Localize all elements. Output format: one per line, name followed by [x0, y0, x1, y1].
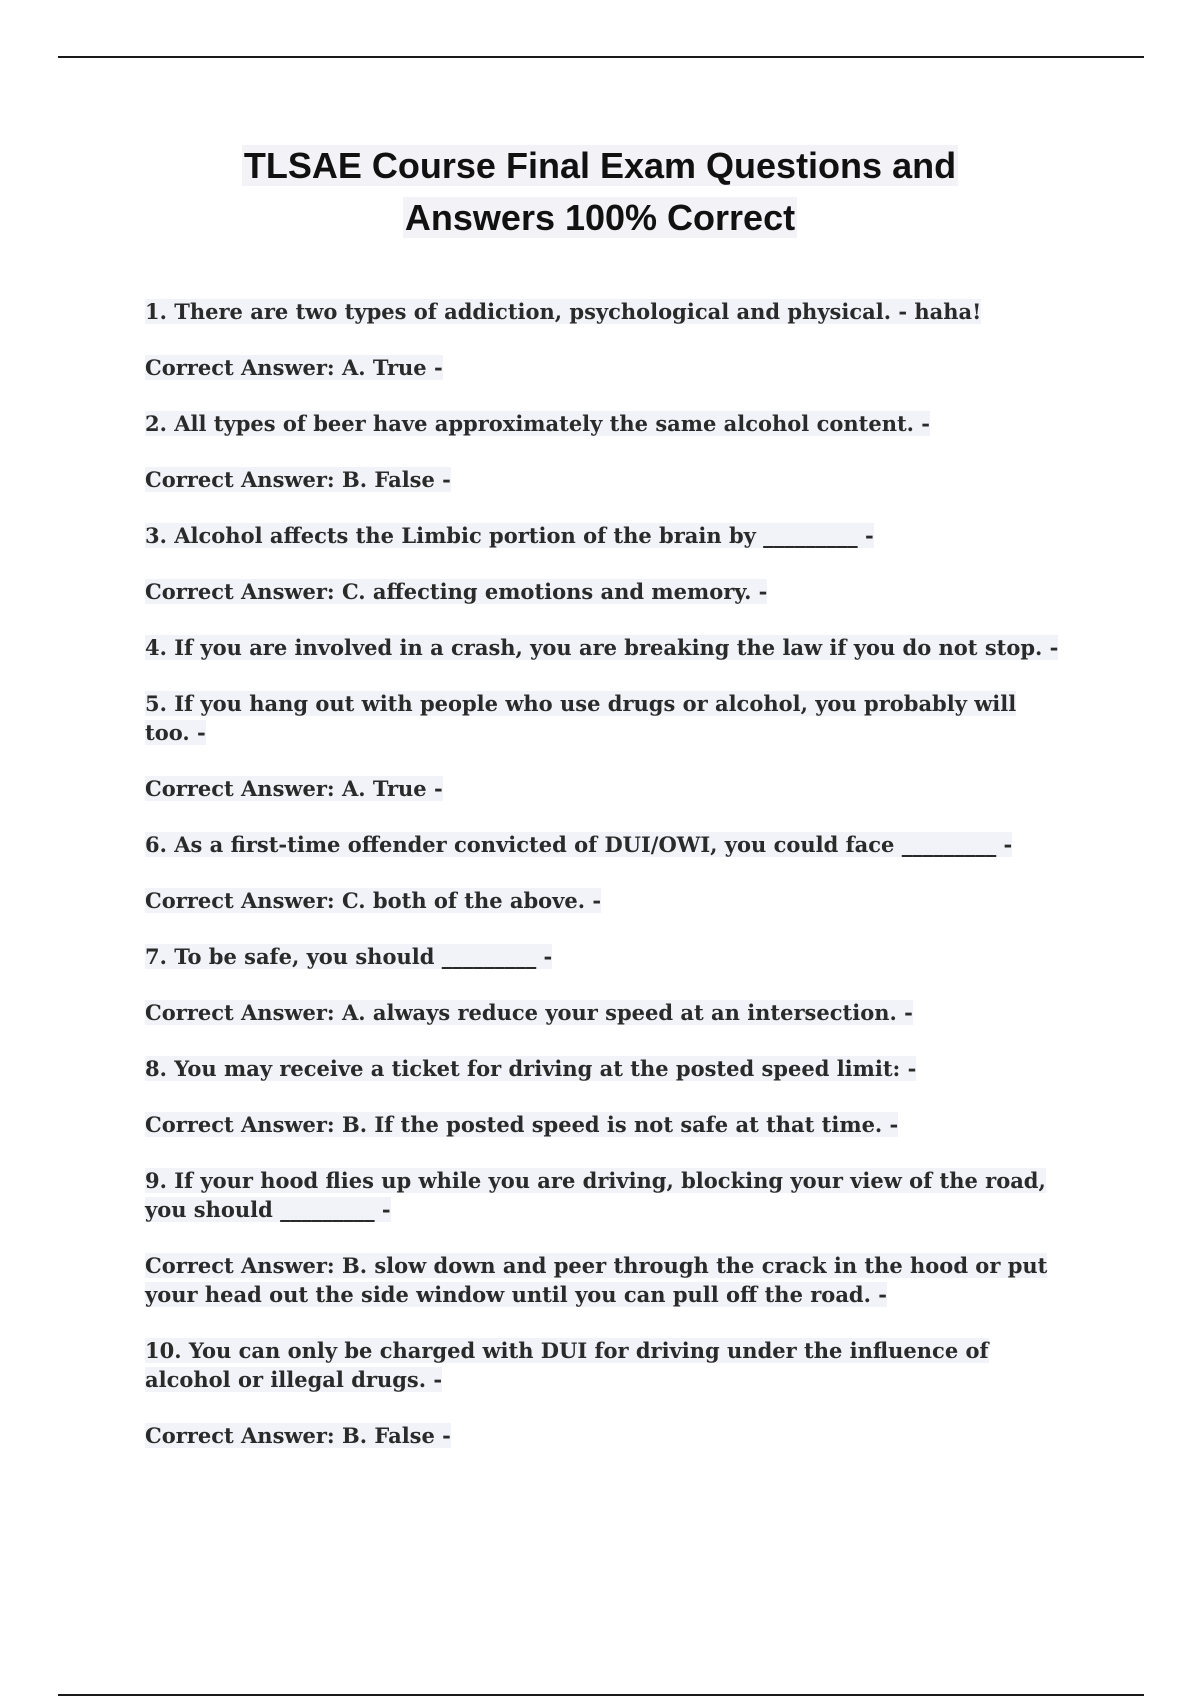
top-divider	[58, 56, 1144, 58]
answer-3: Correct Answer: C. affecting emotions and memory. -	[145, 579, 768, 604]
bottom-divider	[58, 1694, 1144, 1696]
title-line-2: Answers 100% Correct	[404, 197, 796, 238]
document-title	[0, 140, 1200, 244]
answer-1: Correct Answer: A. True -	[145, 355, 443, 380]
question-8: 8. You may receive a ticket for driving at the posted speed limit: -	[145, 1056, 917, 1081]
question-5: 5. If you hang out with people who use drugs or alcohol, you probably will too. -	[145, 691, 1017, 745]
question-1: 1. There are two types of addiction, psychological and physical. - haha!	[145, 299, 982, 324]
question-7: 7. To be safe, you should _________ -	[145, 944, 553, 969]
answer-2: Correct Answer: B. False -	[145, 467, 451, 492]
answer-6: Correct Answer: C. both of the above. -	[145, 888, 602, 913]
title-line-1: TLSAE Course Final Exam Questions and	[243, 145, 957, 186]
question-2: 2. All types of beer have approximately the same alcohol content. -	[145, 411, 931, 436]
answer-9: Correct Answer: B. slow down and peer through the crack in the hood or put your head out the side window until you can pull off the road. -	[145, 1253, 1048, 1307]
question-3: 3. Alcohol affects the Limbic portion of the brain by _________ -	[145, 523, 874, 548]
question-4: 4. If you are involved in a crash, you are breaking the law if you do not stop. -	[145, 635, 1059, 660]
qa-list	[145, 297, 1065, 1477]
answer-5: Correct Answer: A. True -	[145, 776, 443, 801]
answer-8: Correct Answer: B. If the posted speed is not safe at that time. -	[145, 1112, 899, 1137]
question-6: 6. As a first-time offender convicted of DUI/OWI, you could face _________ -	[145, 832, 1013, 857]
question-10: 10. You can only be charged with DUI for driving under the influence of alcohol or illegal drugs. -	[145, 1338, 989, 1392]
question-9: 9. If your hood flies up while you are driving, blocking your view of the road, you should _________ -	[145, 1168, 1046, 1222]
answer-7: Correct Answer: A. always reduce your speed at an intersection. -	[145, 1000, 913, 1025]
answer-10: Correct Answer: B. False -	[145, 1423, 451, 1448]
